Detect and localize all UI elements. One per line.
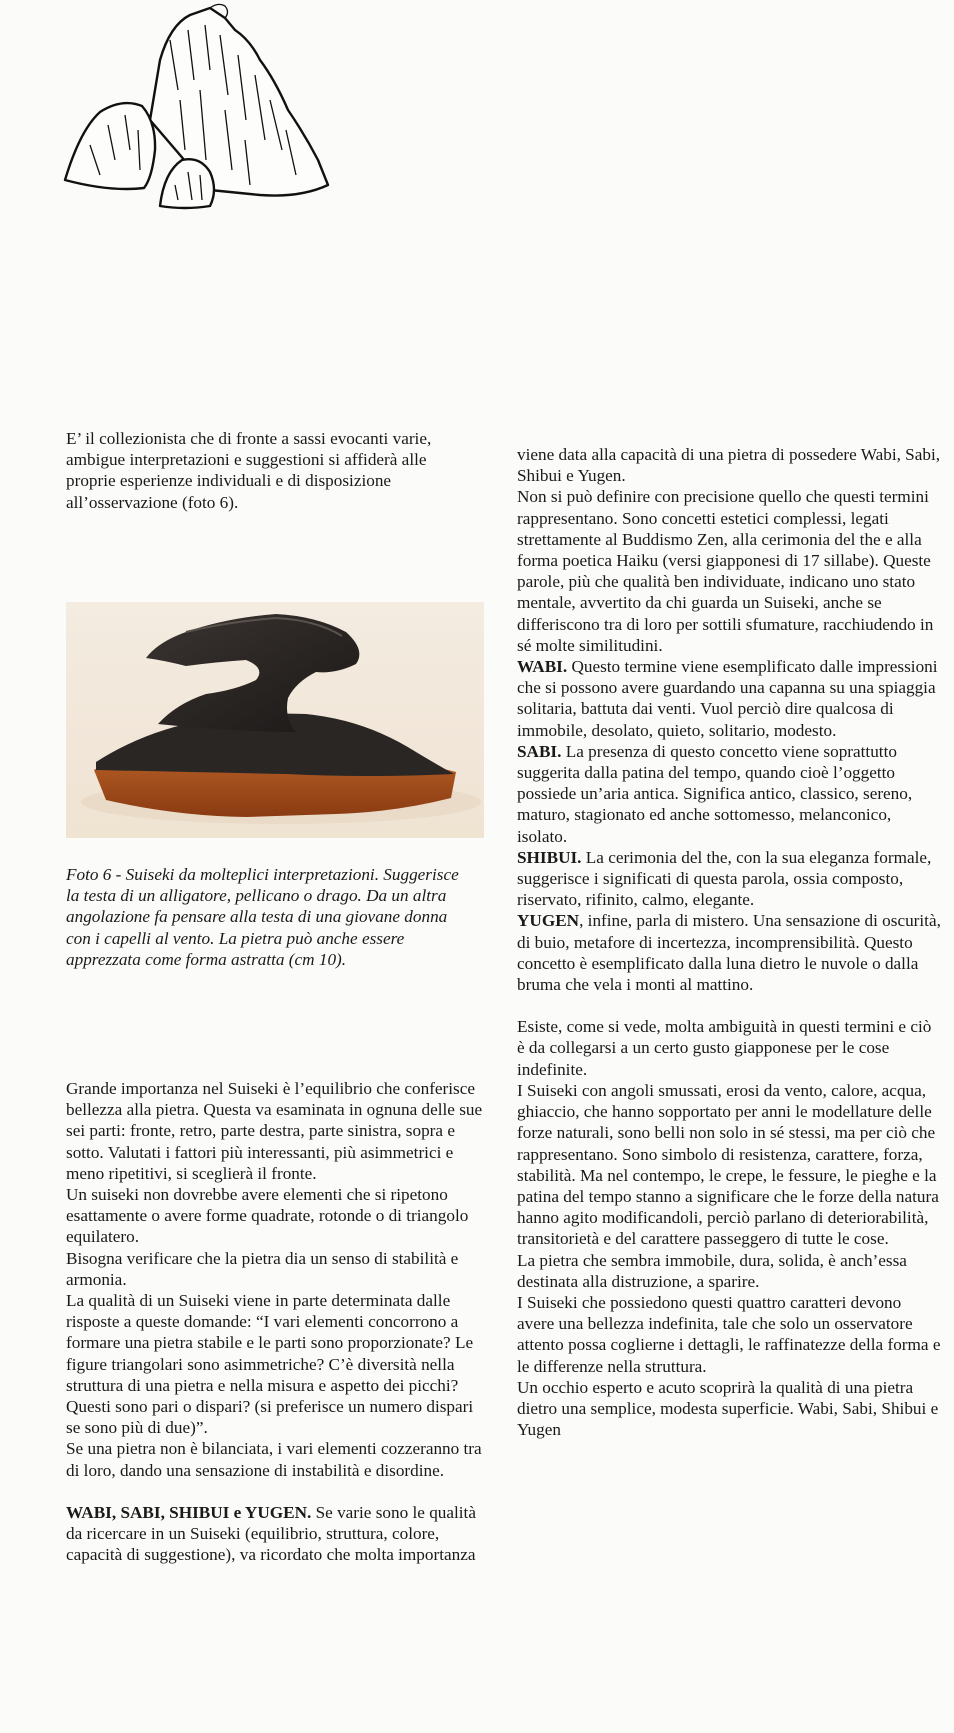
- paragraph: viene data alla capacità di una pietra di possedere Wabi, Sabi, Shibui e Yugen.: [517, 445, 941, 486]
- paragraph: Esiste, come si vede, molta ambiguità in questi termini e ciò è da collegarsi a un certo gusto giapponese per le cose indefinite.: [517, 1017, 932, 1079]
- paragraph: La pietra che sembra immobile, dura, solida, è anch’essa destinata alla distruzione, a sparire.: [517, 1250, 907, 1291]
- paragraph: Non si può definire con precisione quello che questi termini rappresentano. Sono concetti estetici complessi, legati strettamente al Buddismo Zen, alla cerimonia del the e alla forma poetica Haiku (versi giapponesi di 17 sillabe). Queste parole, più che qualità ben individuate, indicano uno stato mentale, avvertito da chi guarda un Suiseki, anche se differiscono tra di loro per sottili sfumature, racchiudendo in sé molte similitudini.: [517, 487, 934, 655]
- paragraph-text: Questo termine viene esemplificato dalle impressioni che si possono avere guardando una capanna su una spiaggia solitaria, battuta dai venti. Vuol perciò dire qualcosa di immobile, desolato, quieto, solitario, modesto.: [517, 657, 938, 740]
- photo-caption: Foto 6 - Suiseki da molteplici interpretazioni. Suggerisce la testa di un alligatore, pellicano o drago. Da un altra angolazione fa pensare alla testa di una giovane donna con i capelli al vento. La pietra può anche essere apprezzata come forma astratta (cm 10).: [66, 865, 459, 969]
- intro-column: [66, 428, 476, 513]
- paragraph: Grande importanza nel Suiseki è l’equilibrio che conferisce bellezza alla pietra. Questa va esaminata in ognuna delle sue sei parti: fronte, retro, parte destra, parte sinistra, sopra e sotto. Valutati i fattori più interessanti, più asimmetrici e meno ripetitivi, si sceglierà il fronte.: [66, 1079, 483, 1183]
- right-column: [517, 444, 942, 1440]
- paragraph-text: La cerimonia del the, con la sua eleganza formale, suggerisce i significati di questa parola, ossia composto, riservato, rifinito, calmo, elegante.: [517, 847, 932, 910]
- rock-drawing-icon: [60, 0, 350, 215]
- section-heading: WABI, SABI, SHIBUI e YUGEN.: [66, 1502, 312, 1522]
- shibui-paragraph: [517, 847, 942, 911]
- paragraph: Un suiseki non dovrebbe avere elementi che si ripetono esattamente o avere forme quadrate, rotonde o di triangolo equilatero.: [66, 1185, 469, 1247]
- paragraph: Bisogna verificare che la pietra dia un senso di stabilità e armonia.: [66, 1248, 459, 1289]
- term-heading: WABI.: [517, 657, 568, 677]
- intro-paragraph: E’ il collezionista che di fronte a sassi evocanti varie, ambigue interpretazioni e suggestioni si affiderà alle proprie esperienze individuali e di disposizione all’osservazione (foto 6).: [66, 429, 432, 512]
- paragraph: I Suiseki che possiedono questi quattro caratteri devono avere una bellezza indefinita, tale che solo un osservatore attento possa coglierne i dettagli, le raffinatezze della forma e le differenze nella struttura.: [517, 1292, 941, 1376]
- stone-photo-drawing: [66, 602, 484, 838]
- paragraph-text: , infine, parla di mistero. Una sensazione di oscurità, di buio, metafore di incertezza, incomprensibilità. Questo concetto è esemplificato dalla luna dietro le nuvole o dalla bruma che vela i monti al mattino.: [517, 911, 941, 995]
- term-heading: YUGEN: [517, 911, 580, 931]
- paragraph-text: La presenza di questo concetto viene soprattutto suggerita dalla patina del tempo, quando cioè l’oggetto possiede un’aria antica. Significa antico, classico, sereno, maturo, stagionato ed anche sottomesso, melanconico, isolato.: [517, 741, 913, 846]
- paragraph-text: Se varie sono le qualità da ricercare in un Suiseki (equilibrio, struttura, colore, capacità di suggestione), va ricordato che molta importanza: [66, 1502, 476, 1565]
- sabi-paragraph: [517, 741, 942, 847]
- section-heading-paragraph: [66, 1502, 491, 1566]
- term-heading: SHIBUI.: [517, 847, 582, 867]
- paragraph: Un occhio esperto e acuto scoprirà la qualità di una pietra dietro una semplice, modesta superficie. Wabi, Sabi, Shibui e Yugen: [517, 1377, 939, 1440]
- yugen-paragraph: [517, 910, 942, 995]
- suiseki-stone-photo: [66, 602, 484, 838]
- paragraph: Se una pietra non è bilanciata, i vari elementi cozzeranno tra di loro, dando una sensazione di instabilità e disordine.: [66, 1439, 482, 1480]
- wabi-paragraph: [517, 656, 942, 741]
- left-column: [66, 1078, 491, 1565]
- paragraph: La qualità di un Suiseki viene in parte determinata dalle risposte a queste domande: “I vari elementi concorrono a formare una pietra stabile e le parti sono proporzionate? Le figure triangolari sono asimmetriche? C’è diversità nella struttura di una pietra e nella misura e aspetto dei picchi? Questi sono pari o dispari? (si preferisce un numero dispari se sono più di due)”.: [66, 1291, 474, 1438]
- paragraph: I Suiseki con angoli smussati, erosi da vento, calore, acqua, ghiaccio, che hanno sopportato per anni le modellature delle forze naturali, sono belli non solo in sé stessi, ma per ciò che rappresentano. Sono simbolo di resistenza, carattere, forza, stabilità. Ma nel contempo, le crepe, le fessure, le pieghe e la patina del tempo stanno a significare che le forze della natura hanno agito modificandoli, perciò parlano di deteriorabilità, transitorietà e del carattere passeggero di tutte le cose.: [517, 1080, 939, 1249]
- term-heading: SABI.: [517, 741, 562, 761]
